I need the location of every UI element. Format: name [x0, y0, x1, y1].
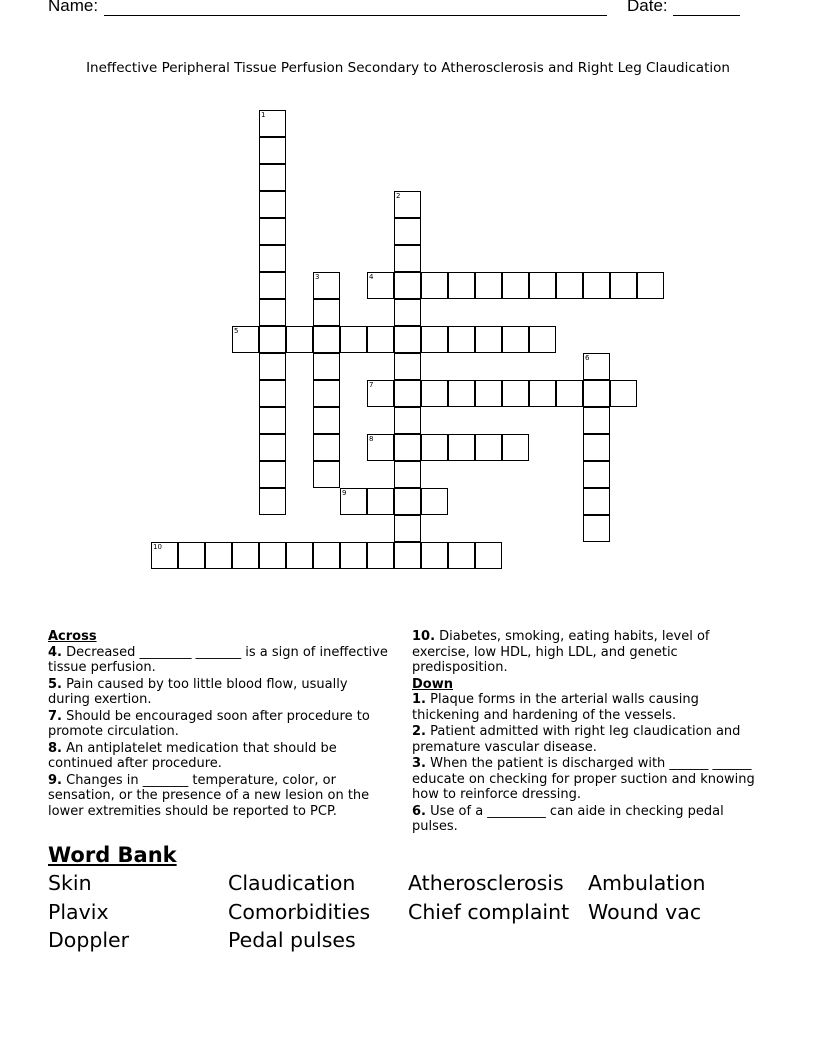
grid-cell[interactable] [421, 434, 448, 461]
grid-cell[interactable] [583, 461, 610, 488]
grid-cell[interactable] [421, 272, 448, 299]
grid-cell[interactable] [502, 326, 529, 353]
grid-cell[interactable] [394, 542, 421, 569]
grid-cell[interactable] [475, 542, 502, 569]
across-heading: Across [48, 629, 97, 644]
grid-cell[interactable] [259, 326, 286, 353]
grid-cell[interactable] [475, 434, 502, 461]
word-bank-item: Wound vac [588, 899, 702, 924]
grid-cell[interactable] [583, 353, 610, 380]
grid-cell[interactable] [259, 299, 286, 326]
grid-cell[interactable] [313, 542, 340, 569]
grid-cell[interactable] [556, 380, 583, 407]
grid-cell[interactable] [259, 218, 286, 245]
grid-cell[interactable] [259, 407, 286, 434]
grid-cell[interactable] [394, 191, 421, 218]
grid-cell[interactable] [259, 245, 286, 272]
word-bank-item: Chief complaint [408, 899, 570, 924]
grid-cell[interactable] [394, 434, 421, 461]
grid-cell[interactable] [259, 164, 286, 191]
name-label: Name: [48, 0, 99, 15]
grid-cell[interactable] [502, 272, 529, 299]
word-bank-item: Skin [48, 871, 92, 895]
word-bank-item: Atherosclerosis [408, 871, 564, 895]
clue-down-2: 2. Patient admitted with right leg claudication and premature vascular disease. [412, 724, 741, 755]
clue-across-9: 9. Changes in _______ temperature, color, or sensation, or the presence of a new lesion on the lower extremities should be reported to PCP. [48, 772, 370, 819]
grid-cell[interactable] [583, 488, 610, 515]
grid-cell[interactable] [313, 407, 340, 434]
word-bank-item: Comorbidities [228, 899, 371, 924]
clue-number: 7 [369, 381, 374, 389]
grid-cell[interactable] [178, 542, 205, 569]
grid-cell[interactable] [340, 326, 367, 353]
grid-cell[interactable] [421, 488, 448, 515]
down-heading: Down [412, 676, 453, 692]
word-bank-item: Pedal pulses [228, 928, 356, 952]
grid-cell[interactable] [340, 542, 367, 569]
word-bank-title: Word Bank [48, 843, 177, 867]
grid-cell[interactable] [259, 137, 286, 164]
clue-number: 3 [315, 273, 320, 281]
grid-cell[interactable] [556, 272, 583, 299]
grid-cell[interactable] [259, 272, 286, 299]
grid-cell[interactable] [367, 326, 394, 353]
date-label: Date: [627, 0, 668, 15]
grid-cell[interactable] [367, 272, 394, 299]
grid-cell[interactable] [259, 353, 286, 380]
clue-number: 4 [369, 273, 374, 281]
grid-cell[interactable] [394, 488, 421, 515]
grid-cell[interactable] [502, 380, 529, 407]
grid-cell[interactable] [313, 299, 340, 326]
grid-cell[interactable] [448, 542, 475, 569]
clue-down-1: 1. Plaque forms in the arterial walls causing thickening and hardening of the vessels. [412, 692, 699, 723]
clue-across-5: 5. Pain caused by too little blood flow, usually during exertion. [48, 676, 348, 707]
grid-cell[interactable] [529, 380, 556, 407]
clue-across-8: 8. An antiplatelet medication that should be continued after procedure. [48, 740, 337, 771]
grid-cell[interactable] [313, 434, 340, 461]
grid-cell[interactable] [232, 542, 259, 569]
grid-cell[interactable] [502, 434, 529, 461]
grid-cell[interactable] [583, 515, 610, 542]
clue-number: 8 [369, 435, 374, 443]
clue-number: 6 [585, 354, 590, 362]
grid-cell[interactable] [529, 326, 556, 353]
grid-cell[interactable] [637, 272, 664, 299]
grid-cell[interactable] [394, 515, 421, 542]
clue-number: 10 [153, 543, 162, 551]
grid-cell[interactable] [259, 461, 286, 488]
grid-cell[interactable] [394, 218, 421, 245]
grid-cell[interactable] [448, 380, 475, 407]
word-bank-item: Claudication [228, 871, 356, 895]
grid-cell[interactable] [475, 326, 502, 353]
grid-cell[interactable] [367, 542, 394, 569]
clues-left-column [48, 629, 388, 820]
grid-cell[interactable] [340, 488, 367, 515]
clue-across-7: 7. Should be encouraged soon after procedure to promote circulation. [48, 708, 370, 739]
clue-number: 1 [261, 111, 266, 119]
grid-cell[interactable] [583, 272, 610, 299]
grid-cell[interactable] [259, 434, 286, 461]
grid-cell[interactable] [394, 353, 421, 380]
grid-cell[interactable] [205, 542, 232, 569]
grid-cell[interactable] [475, 380, 502, 407]
grid-cell[interactable] [610, 272, 637, 299]
grid-cell[interactable] [583, 434, 610, 461]
grid-cell[interactable] [421, 380, 448, 407]
grid-cell[interactable] [394, 272, 421, 299]
clues-right-column [412, 629, 768, 836]
grid-cell[interactable] [448, 326, 475, 353]
grid-cell[interactable] [421, 326, 448, 353]
word-bank-item: Plavix [48, 899, 109, 924]
grid-cell[interactable] [367, 488, 394, 515]
grid-cell[interactable] [286, 542, 313, 569]
clue-number: 2 [396, 192, 401, 200]
grid-cell[interactable] [421, 542, 448, 569]
grid-cell[interactable] [367, 380, 394, 407]
grid-cell[interactable] [259, 380, 286, 407]
grid-cell[interactable] [151, 542, 178, 569]
word-bank-item: Doppler [48, 928, 130, 952]
grid-cell[interactable] [313, 461, 340, 488]
clue-across-4: 4. Decreased ________ _______ is a sign of ineffective tissue perfusion. [48, 644, 388, 675]
clue-down-3: 3. When the patient is discharged with ______ ______ educate on checking for proper suction and knowing how to reinforce dressing. [412, 756, 755, 802]
grid-cell[interactable] [394, 299, 421, 326]
grid-cell[interactable] [313, 326, 340, 353]
grid-cell[interactable] [610, 380, 637, 407]
grid-cell[interactable] [313, 272, 340, 299]
puzzle-title: Ineffective Peripheral Tissue Perfusion Secondary to Atherosclerosis and Right Leg Claudication [86, 60, 730, 76]
grid-cell[interactable] [583, 407, 610, 434]
word-bank [48, 843, 768, 954]
clue-number: 9 [342, 489, 347, 497]
grid-cell[interactable] [448, 272, 475, 299]
grid-cell[interactable] [259, 542, 286, 569]
clue-across-10: 10. Diabetes, smoking, eating habits, level of exercise, low HDL, high LDL, and genetic predisposition. [412, 629, 710, 675]
grid-cell[interactable] [448, 434, 475, 461]
grid-cell[interactable] [394, 245, 421, 272]
grid-cell[interactable] [259, 110, 286, 137]
grid-cell[interactable] [313, 380, 340, 407]
grid-cell[interactable] [394, 461, 421, 488]
grid-cell[interactable] [529, 272, 556, 299]
clue-down-6: 6. Use of a _________ can aide in checking pedal pulses. [412, 803, 724, 834]
grid-cell[interactable] [286, 326, 313, 353]
word-bank-item: Ambulation [588, 871, 706, 895]
grid-cell[interactable] [232, 326, 259, 353]
grid-cell[interactable] [259, 488, 286, 515]
grid-cell[interactable] [394, 407, 421, 434]
clue-number: 5 [234, 327, 239, 335]
grid-cell[interactable] [394, 326, 421, 353]
grid-cell[interactable] [475, 272, 502, 299]
grid-cell[interactable] [583, 380, 610, 407]
grid-cell[interactable] [367, 434, 394, 461]
grid-cell[interactable] [313, 353, 340, 380]
grid-cell[interactable] [259, 191, 286, 218]
grid-cell[interactable] [394, 380, 421, 407]
